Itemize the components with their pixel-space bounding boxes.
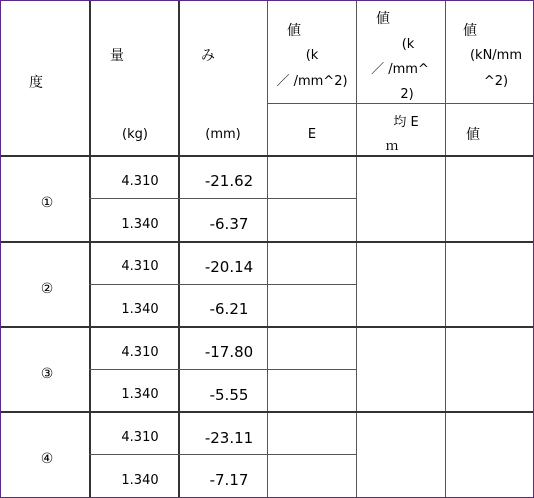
deflection-cell: -6.37 — [209, 215, 249, 233]
header-mean-modulus-symbol-2: ｍ — [385, 139, 399, 154]
header-mean-modulus-unit-3: 2) — [400, 87, 414, 102]
grid-line — [1, 241, 533, 243]
load-cell: 1.340 — [121, 217, 159, 232]
load-cell: 4.310 — [121, 259, 159, 274]
deflection-cell: -21.62 — [204, 172, 254, 190]
grid-line — [89, 454, 356, 455]
header-modulus-symbol: E — [307, 127, 317, 142]
grid-line — [89, 369, 356, 370]
load-cell: 4.310 — [121, 430, 159, 445]
header-mean-modulus-symbol: 均 E — [393, 115, 419, 130]
header-reference-unit-1: (kN/mm — [469, 48, 523, 63]
header-reference-symbol: 値 — [466, 127, 480, 143]
header-sample: 度 — [29, 75, 43, 91]
grid-line — [267, 1, 268, 497]
header-reference-unit-2: ^2) — [483, 74, 509, 89]
header-modulus-unit-1: (k — [305, 48, 319, 63]
load-cell: 1.340 — [121, 473, 159, 488]
load-cell: 4.310 — [121, 345, 159, 360]
deflection-cell: -17.80 — [204, 343, 254, 361]
row-label: ② — [40, 281, 54, 297]
deflection-cell: -6.21 — [209, 300, 249, 318]
header-modulus-unit-2: ／ /mm^2) — [276, 74, 348, 89]
deflection-cell: -23.11 — [204, 429, 254, 447]
deflection-cell: -7.17 — [209, 471, 249, 489]
deflection-cell: -20.14 — [204, 258, 254, 276]
grid-line — [1, 326, 533, 328]
header-deflection: み — [201, 48, 215, 64]
grid-line — [1, 155, 533, 157]
load-cell: 1.340 — [121, 302, 159, 317]
grid-line — [89, 1, 91, 497]
row-label: ④ — [40, 451, 54, 467]
grid-line — [178, 1, 180, 497]
header-modulus: 値 — [287, 23, 301, 39]
header-mean-modulus: 値 — [376, 11, 390, 27]
grid-line — [89, 198, 356, 199]
row-label: ① — [40, 195, 54, 211]
load-cell: 4.310 — [121, 174, 159, 189]
header-deflection-unit: (mm) — [205, 127, 241, 142]
grid-line — [356, 1, 357, 497]
grid-line — [89, 284, 356, 285]
grid-line — [445, 1, 446, 497]
grid-line — [1, 411, 533, 413]
header-load: 量 — [110, 48, 124, 64]
header-mean-modulus-unit-1: (k — [401, 37, 415, 52]
load-cell: 1.340 — [121, 387, 159, 402]
header-reference: 値 — [463, 23, 477, 39]
header-mean-modulus-unit-2: ／ /mm^ — [371, 62, 429, 77]
deflection-cell: -5.55 — [209, 386, 249, 404]
row-label: ③ — [40, 366, 54, 382]
header-load-unit: (kg) — [122, 127, 148, 142]
